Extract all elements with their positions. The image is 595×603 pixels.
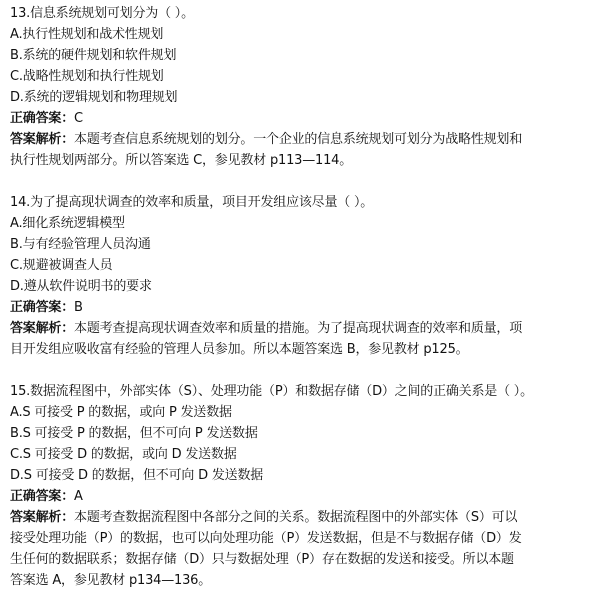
option-c: C.规避被调查人员: [10, 258, 113, 273]
analysis-line-1: [10, 507, 585, 528]
correct-answer-value: B: [74, 300, 83, 315]
option-a: A.S 可接受 P 的数据，或向 P 发送数据: [10, 405, 232, 420]
analysis-label: 答案解析：: [10, 132, 75, 147]
correct-answer-label: 正确答案：: [10, 489, 75, 504]
analysis-line-4: 答案选 A，参见教材 p134—136。: [10, 573, 212, 588]
question-13: [10, 3, 585, 171]
option-a: A.细化系统逻辑模型: [10, 216, 125, 231]
option-c: C.战略性规划和执行性规划: [10, 69, 164, 84]
question-14: [10, 192, 585, 360]
analysis-line-2: 目开发组应吸收富有经验的管理人员参加。所以本题答案选 B，参见教材 p125。: [10, 342, 469, 357]
question-stem: 14.为了提高现状调查的效率和质量，项目开发组应该尽量（ ）。: [10, 195, 374, 210]
question-stem: 15.数据流程图中，外部实体（S）、处理功能（P）和数据存储（D）之间的正确关系是（ ）。: [10, 384, 533, 399]
analysis-line-2: 执行性规划两部分。所以答案选 C，参见教材 p113—114。: [10, 153, 353, 168]
option-d: D.系统的逻辑规划和物理规划: [10, 90, 178, 105]
analysis-text: 本题考查信息系统规划的划分。一个企业的信息系统规划可划分为战略性规划和: [74, 132, 523, 147]
analysis-line-3: 生任何的数据联系；数据存储（D）只与数据处理（P）存在数据的发送和接受。所以本题: [10, 552, 514, 567]
option-b: B.S 可接受 P 的数据，但不可向 P 发送数据: [10, 426, 258, 441]
analysis-line-1: [10, 129, 585, 150]
spacer: [10, 360, 585, 381]
spacer: [10, 171, 585, 192]
analysis-line-2: 接受处理功能（P）的数据，也可以向处理功能（P）发送数据，但是不与数据存储（D）发: [10, 531, 522, 546]
correct-answer: [10, 486, 585, 507]
option-b: B.系统的硬件规划和软件规划: [10, 48, 177, 63]
correct-answer-label: 正确答案：: [10, 111, 75, 126]
analysis-label: 答案解析：: [10, 510, 75, 525]
question-15: [10, 381, 585, 591]
correct-answer-value: C: [74, 111, 83, 126]
correct-answer-label: 正确答案：: [10, 300, 75, 315]
correct-answer: [10, 108, 585, 129]
option-a: A.执行性规划和战术性规划: [10, 27, 164, 42]
option-d: D.S 可接受 D 的数据，但不可向 D 发送数据: [10, 468, 264, 483]
correct-answer: [10, 297, 585, 318]
correct-answer-value: A: [74, 489, 83, 504]
option-c: C.S 可接受 D 的数据，或向 D 发送数据: [10, 447, 237, 462]
question-stem: 13.信息系统规划可划分为（ ）。: [10, 6, 194, 21]
option-d: D.遵从软件说明书的要求: [10, 279, 152, 294]
analysis-text: 本题考查提高现状调查效率和质量的措施。为了提高现状调查的效率和质量，项: [74, 321, 523, 336]
analysis-line-1: [10, 318, 585, 339]
option-b: B.与有经验管理人员沟通: [10, 237, 151, 252]
analysis-text: 本题考查数据流程图中各部分之间的关系。数据流程图中的外部实体（S）可以: [74, 510, 518, 525]
analysis-label: 答案解析：: [10, 321, 75, 336]
